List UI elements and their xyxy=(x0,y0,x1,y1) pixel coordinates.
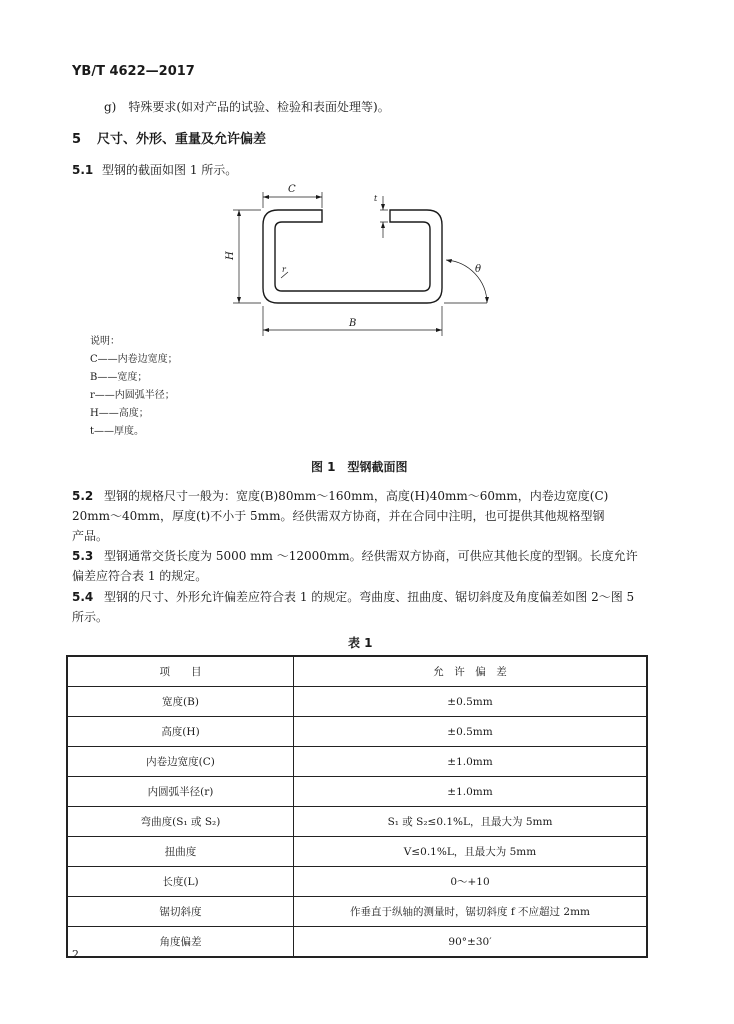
table-1-title: 表 1 xyxy=(348,636,373,650)
row-tolerance: S₁ 或 S₂≤0.1%L，且最大为 5mm xyxy=(294,807,648,837)
cross-section-figure xyxy=(215,180,505,345)
section-5-title: 尺寸、外形、重量及允许偏差 xyxy=(97,132,267,147)
table-row xyxy=(67,687,647,717)
table-row xyxy=(67,837,647,867)
clause-5-2-line-1: 型钢的规格尺寸一般为：宽度(B)80mm～160mm，高度(H)40mm～60mm，内卷边宽度(C) xyxy=(104,489,609,503)
row-tolerance: ±0.5mm xyxy=(294,687,648,717)
label-t: t xyxy=(374,194,378,203)
clause-5-2 xyxy=(72,486,608,546)
clause-5-3-line-2: 偏差应符合表 1 的规定。 xyxy=(72,569,208,583)
clause-5-4 xyxy=(72,587,634,627)
row-tolerance: ±0.5mm xyxy=(294,717,648,747)
legend-item-r: r——内圆弧半径； xyxy=(90,390,175,401)
label-h: H xyxy=(225,251,236,260)
clause-5-3-number: 5.3 xyxy=(72,549,94,563)
row-item: 宽度(B) xyxy=(67,687,294,717)
row-tolerance: V≤0.1%L，且最大为 5mm xyxy=(294,837,648,867)
legend-item-c: C——内卷边宽度； xyxy=(90,354,178,365)
row-item: 角度偏差 xyxy=(67,927,294,958)
row-tolerance: ±1.0mm xyxy=(294,777,648,807)
section-5-heading xyxy=(72,128,266,147)
table-row xyxy=(67,927,647,958)
clause-5-4-number: 5.4 xyxy=(72,590,94,604)
table-1 xyxy=(66,655,648,958)
clause-5-1-number: 5.1 xyxy=(72,163,94,177)
clause-5-2-number: 5.2 xyxy=(72,489,94,503)
row-item: 扭曲度 xyxy=(67,837,294,867)
section-5-number: 5 xyxy=(72,132,82,147)
legend-item-t: t——厚度。 xyxy=(90,426,145,437)
clause-5-1 xyxy=(72,160,237,180)
page-number: 2 xyxy=(72,948,79,961)
label-c: C xyxy=(288,184,296,195)
header-tolerance: 允 许 偏 差 xyxy=(294,656,648,687)
clause-5-3-line-1: 型钢通常交货长度为 5000 mm ～12000mm。经供需双方协商，可供应其他长度的型钢。长度允许 xyxy=(104,549,638,563)
row-item: 内卷边宽度(C) xyxy=(67,747,294,777)
clause-5-3 xyxy=(72,546,638,586)
clause-5-2-line-3: 产品。 xyxy=(72,529,109,543)
clause-5-1-text: 型钢的截面如图 1 所示。 xyxy=(102,163,238,177)
table-row xyxy=(67,777,647,807)
table-row xyxy=(67,747,647,777)
item-g-text: g) 特殊要求(如对产品的试验、检验和表面处理等)。 xyxy=(104,100,390,114)
figure-legend xyxy=(90,333,178,441)
row-tolerance: 作垂直于纵轴的测量时，锯切斜度 f 不应超过 2mm xyxy=(294,897,648,927)
label-theta: θ xyxy=(475,264,482,275)
clause-5-4-line-2: 所示。 xyxy=(72,610,109,624)
clause-5-4-line-1: 型钢的尺寸、外形允许偏差应符合表 1 的规定。弯曲度、扭曲度、锯切斜度及角度偏差如图 2～图 5 xyxy=(104,590,635,604)
row-tolerance: ±1.0mm xyxy=(294,747,648,777)
table-header-row xyxy=(67,656,647,687)
theta-arrows xyxy=(446,259,489,303)
row-item: 高度(H) xyxy=(67,717,294,747)
header-item: 项 目 xyxy=(67,656,294,687)
clause-5-2-line-2: 20mm～40mm，厚度(t)不小于 5mm。经供需双方协商，并在合同中注明，也可提供其他规格型钢 xyxy=(72,509,605,523)
t-dim-arrows xyxy=(381,204,385,228)
legend-item-b: B——宽度； xyxy=(90,372,148,383)
row-tolerance: 0～+10 xyxy=(294,867,648,897)
table-row xyxy=(67,867,647,897)
row-item: 弯曲度(S₁ 或 S₂) xyxy=(67,807,294,837)
table-row xyxy=(67,807,647,837)
section-outline xyxy=(263,210,442,303)
label-r: r xyxy=(282,265,286,274)
standard-code-header: YB/T 4622—2017 xyxy=(72,64,195,79)
row-item: 内圆弧半径(r) xyxy=(67,777,294,807)
label-b: B xyxy=(349,318,357,329)
legend-title: 说明： xyxy=(90,336,120,347)
row-tolerance: 90°±30′ xyxy=(294,927,648,958)
row-item: 长度(L) xyxy=(67,867,294,897)
table-row xyxy=(67,717,647,747)
legend-item-h: H——高度； xyxy=(90,408,149,419)
figure-caption: 图 1 型钢截面图 xyxy=(311,460,408,474)
table-row xyxy=(67,897,647,927)
row-item: 锯切斜度 xyxy=(67,897,294,927)
